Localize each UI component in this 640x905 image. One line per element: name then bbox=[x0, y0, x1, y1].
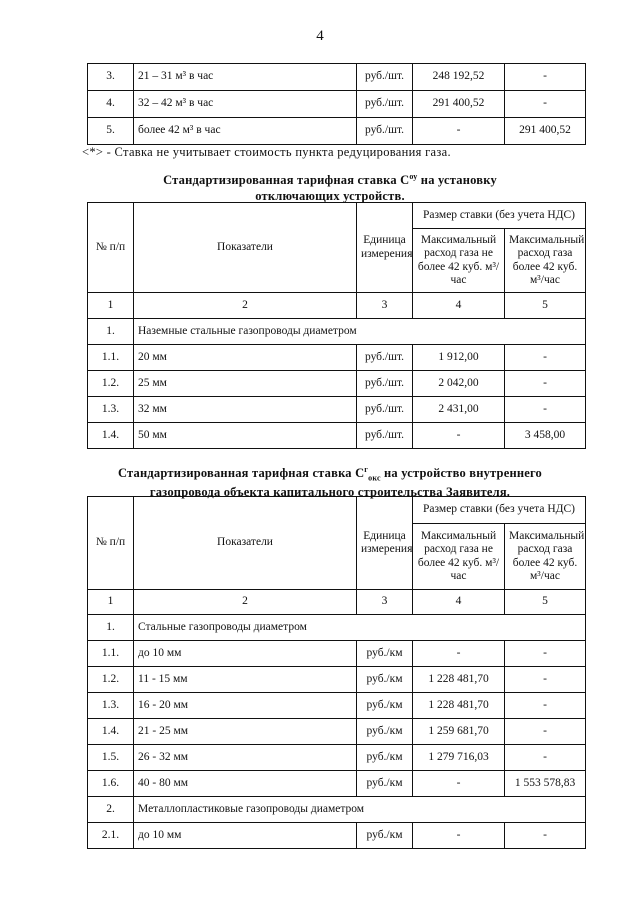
row-rate-large: 1 553 578,83 bbox=[505, 771, 586, 797]
col-number: 5 bbox=[505, 590, 586, 615]
table-row bbox=[88, 771, 586, 797]
row-rate-small: 291 400,52 bbox=[413, 91, 505, 118]
row-unit: руб./км bbox=[357, 667, 413, 693]
header-indicators: Показатели bbox=[134, 203, 357, 293]
header-rate-size: Размер ставки (без учета НДС) bbox=[413, 203, 586, 229]
row-unit: руб./шт. bbox=[357, 91, 413, 118]
table-row bbox=[88, 745, 586, 771]
row-number: 1.4. bbox=[88, 423, 134, 449]
row-rate-small: 1 279 716,03 bbox=[413, 745, 505, 771]
table-row bbox=[88, 371, 586, 397]
row-number: 1.3. bbox=[88, 397, 134, 423]
row-rate-small: 1 228 481,70 bbox=[413, 667, 505, 693]
col-number: 5 bbox=[505, 293, 586, 319]
col-number: 2 bbox=[134, 293, 357, 319]
row-number: 1.3. bbox=[88, 693, 134, 719]
row-indicator: 11 - 15 мм bbox=[134, 667, 357, 693]
table-row bbox=[88, 423, 586, 449]
row-unit: руб./км bbox=[357, 823, 413, 849]
group-label: Стальные газопроводы диаметром bbox=[134, 615, 586, 641]
row-rate-small: 1 912,00 bbox=[413, 345, 505, 371]
header-num: № п/п bbox=[88, 203, 134, 293]
row-indicator: 20 мм bbox=[134, 345, 357, 371]
table-row bbox=[88, 823, 586, 849]
row-number: 1.1. bbox=[88, 641, 134, 667]
col-number: 1 bbox=[88, 293, 134, 319]
row-indicator: 40 - 80 мм bbox=[134, 771, 357, 797]
group-row bbox=[88, 797, 586, 823]
row-number: 1.1. bbox=[88, 345, 134, 371]
row-unit: руб./шт. bbox=[357, 397, 413, 423]
row-rate-large: - bbox=[505, 667, 586, 693]
col-number: 2 bbox=[134, 590, 357, 615]
row-rate-large: - bbox=[505, 641, 586, 667]
table-row bbox=[88, 91, 586, 118]
row-unit: руб./шт. bbox=[357, 423, 413, 449]
row-unit: руб./км bbox=[357, 693, 413, 719]
row-rate-large: - bbox=[505, 91, 586, 118]
row-indicator: 32 мм bbox=[134, 397, 357, 423]
section2-table bbox=[87, 496, 586, 849]
footnote: <*> - Ставка не учитывает стоимость пункта редуцирования газа. bbox=[82, 145, 451, 159]
row-unit: руб./шт. bbox=[357, 345, 413, 371]
row-number: 1.2. bbox=[88, 667, 134, 693]
row-indicator: 21 - 25 мм bbox=[134, 719, 357, 745]
row-indicator: 50 мм bbox=[134, 423, 357, 449]
section2-title: Стандартизированная тарифная ставка $С^г_{окс}$ на устройство внутреннего газопровода объекта капитального строительства Заявителя. bbox=[117, 465, 543, 500]
group-row bbox=[88, 319, 586, 345]
header-unit: Единица измерения bbox=[357, 203, 413, 293]
table-row bbox=[88, 641, 586, 667]
row-unit: руб./шт. bbox=[357, 371, 413, 397]
row-rate-large: - bbox=[505, 693, 586, 719]
row-rate-large: 291 400,52 bbox=[505, 118, 586, 145]
row-rate-small: 248 192,52 bbox=[413, 64, 505, 91]
row-rate-large: - bbox=[505, 371, 586, 397]
row-rate-small: 1 228 481,70 bbox=[413, 693, 505, 719]
row-indicator: 16 - 20 мм bbox=[134, 693, 357, 719]
row-indicator: до 10 мм bbox=[134, 641, 357, 667]
row-rate-large: - bbox=[505, 345, 586, 371]
row-rate-small: - bbox=[413, 118, 505, 145]
row-number: 1.2. bbox=[88, 371, 134, 397]
row-rate-small: - bbox=[413, 641, 505, 667]
table-row bbox=[88, 64, 586, 91]
col-number: 3 bbox=[357, 293, 413, 319]
table-row bbox=[88, 345, 586, 371]
row-number: 1.6. bbox=[88, 771, 134, 797]
header-rate-small: Максимальный расход газа не более 42 куб. м³/час bbox=[413, 229, 505, 293]
row-unit: руб./шт. bbox=[357, 64, 413, 91]
row-number: 1.5. bbox=[88, 745, 134, 771]
row-number: 3. bbox=[88, 64, 134, 91]
row-rate-small: - bbox=[413, 423, 505, 449]
top-table bbox=[87, 63, 586, 145]
row-rate-large: - bbox=[505, 64, 586, 91]
row-number: 2.1. bbox=[88, 823, 134, 849]
table-row bbox=[88, 667, 586, 693]
header-rate-large: Максимальный расход газа более 42 куб. м³/час bbox=[505, 229, 586, 293]
row-unit: руб./шт. bbox=[357, 118, 413, 145]
header-num: № п/п bbox=[88, 497, 134, 590]
table-row bbox=[88, 118, 586, 145]
group-number: 1. bbox=[88, 319, 134, 345]
table-row bbox=[88, 719, 586, 745]
row-indicator: более 42 м³ в час bbox=[134, 118, 357, 145]
col-number: 4 bbox=[413, 590, 505, 615]
table-row bbox=[88, 693, 586, 719]
row-rate-large: - bbox=[505, 719, 586, 745]
row-unit: руб./км bbox=[357, 719, 413, 745]
group-number: 2. bbox=[88, 797, 134, 823]
row-indicator: 21 – 31 м³ в час bbox=[134, 64, 357, 91]
group-row bbox=[88, 615, 586, 641]
row-number: 4. bbox=[88, 91, 134, 118]
row-rate-large: - bbox=[505, 745, 586, 771]
row-rate-large: 3 458,00 bbox=[505, 423, 586, 449]
row-rate-small: 2 431,00 bbox=[413, 397, 505, 423]
group-label: Наземные стальные газопроводы диаметром bbox=[134, 319, 586, 345]
row-rate-large: - bbox=[505, 397, 586, 423]
row-indicator: 25 мм bbox=[134, 371, 357, 397]
header-rate-size: Размер ставки (без учета НДС) bbox=[413, 497, 586, 524]
row-unit: руб./км bbox=[357, 641, 413, 667]
row-rate-large: - bbox=[505, 823, 586, 849]
group-label: Металлопластиковые газопроводы диаметром bbox=[134, 797, 586, 823]
row-rate-small: 1 259 681,70 bbox=[413, 719, 505, 745]
section1-table bbox=[87, 202, 586, 449]
row-indicator: до 10 мм bbox=[134, 823, 357, 849]
column-number-row bbox=[88, 590, 586, 615]
row-indicator: 32 – 42 м³ в час bbox=[134, 91, 357, 118]
page-number: 4 bbox=[316, 28, 324, 44]
row-unit: руб./км bbox=[357, 745, 413, 771]
row-rate-small: 2 042,00 bbox=[413, 371, 505, 397]
row-indicator: 26 - 32 мм bbox=[134, 745, 357, 771]
group-number: 1. bbox=[88, 615, 134, 641]
col-number: 3 bbox=[357, 590, 413, 615]
table-row bbox=[88, 397, 586, 423]
section1-title: Стандартизированная тарифная ставка $С^{оу}$ на установку отключающих устройств. bbox=[163, 172, 497, 204]
row-unit: руб./км bbox=[357, 771, 413, 797]
col-number: 1 bbox=[88, 590, 134, 615]
column-number-row bbox=[88, 293, 586, 319]
col-number: 4 bbox=[413, 293, 505, 319]
row-number: 5. bbox=[88, 118, 134, 145]
row-number: 1.4. bbox=[88, 719, 134, 745]
header-indicators: Показатели bbox=[134, 497, 357, 590]
header-unit: Единица измерения bbox=[357, 497, 413, 590]
row-rate-small: - bbox=[413, 823, 505, 849]
row-rate-small: - bbox=[413, 771, 505, 797]
header-rate-large: Максимальный расход газа более 42 куб. м³/час bbox=[505, 524, 586, 590]
header-rate-small: Максимальный расход газа не более 42 куб. м³/час bbox=[413, 524, 505, 590]
